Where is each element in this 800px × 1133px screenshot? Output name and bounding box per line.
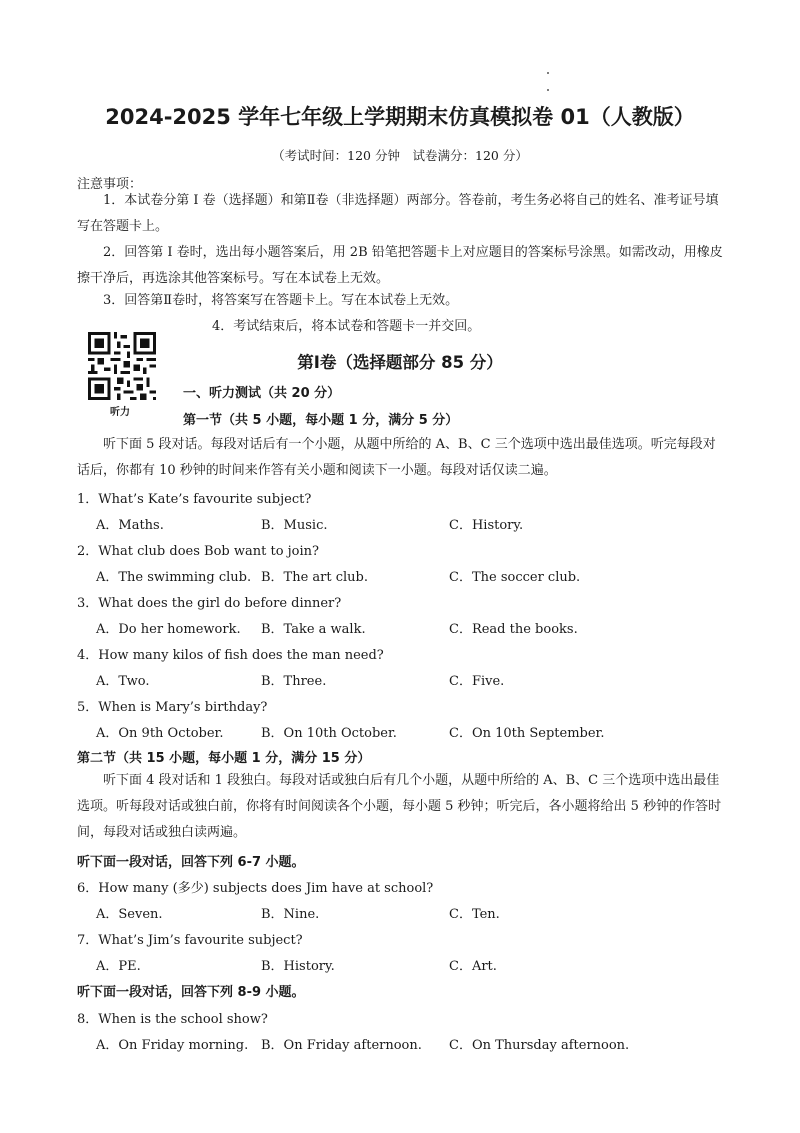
exam-title: 2024-2025 学年七年级上学期期末仿真模拟卷 01（人教版） [105,105,695,129]
question-1-option-b: B．Music. [261,518,328,533]
question-8: 8．When is the school show? [77,1012,268,1027]
qr-label: 听力 [110,407,130,418]
group-2-heading: 听下面一段对话，回答下列 8-9 小题。 [77,985,305,1000]
question-3: 3．What does the girl do before dinner? [77,596,342,611]
note-item-2: 2．回答第 I 卷时，选出每小题答案后，用 2B 铅笔把答题卡上对应题目的答案标号涂黑。如需改动，用橡皮擦干净后，再选涂其他答案标号。写在本试卷上无效。 [77,245,723,286]
note-item-4: 4．考试结束后，将本试卷和答题卡一并交回。 [212,319,481,334]
question-5: 5．When is Mary’s birthday? [77,700,268,715]
exam-subtitle: （考试时间：120 分钟 试卷满分：120 分） [272,148,528,163]
question-6: 6．How many (多少) subjects does Jim have at school? [77,881,434,896]
question-6-option-b: B．Nine. [261,907,320,922]
question-2-option-a: A．The swimming club. [96,570,252,585]
question-1: 1．What’s Kate’s favourite subject? [77,492,312,507]
question-4-option-a: A．Two. [96,674,150,689]
group-1-heading: 听下面一段对话，回答下列 6-7 小题。 [77,855,305,870]
subsection-2-heading: 第二节（共 15 小题，每小题 1 分，满分 15 分） [77,751,371,766]
question-3-option-b: B．Take a walk. [261,622,366,637]
subsection-1-heading: 第一节（共 5 小题，每小题 1 分，满分 5 分） [183,413,459,428]
question-8-option-c: C．On Thursday afternoon. [449,1038,630,1053]
note-item-3: 3．回答第Ⅱ卷时，将答案写在答题卡上。写在本试卷上无效。 [103,293,459,308]
question-6-option-a: A．Seven. [96,907,163,922]
question-5-option-a: A．On 9th October. [96,726,224,741]
question-6-option-c: C．Ten. [449,907,500,922]
question-2: 2．What club does Bob want to join? [77,544,320,559]
question-7-option-a: A．PE. [96,959,141,974]
question-2-option-b: B．The art club. [261,570,369,585]
question-3-option-c: C．Read the books. [449,622,578,637]
question-3-option-a: A．Do her homework. [96,622,241,637]
decorative-dots [545,70,551,94]
notes-heading: 注意事项： [77,177,143,192]
question-7: 7．What’s Jim’s favourite subject? [77,933,303,948]
question-1-option-c: C．History. [449,518,524,533]
question-2-option-c: C．The soccer club. [449,570,581,585]
question-8-option-a: A．On Friday morning. [96,1038,249,1053]
subsection-1-instructions: 听下面 5 段对话。每段对话后有一个小题，从题中所给的 A、B、C 三个选项中选出最佳选项。听完每段对话后，你都有 10 秒钟的时间来作答有关小题和阅读下一小题。每段对话仅读二遍。 [77,437,716,478]
section-heading: 第Ⅰ卷（选择题部分 85 分） [297,353,503,372]
question-5-option-b: B．On 10th October. [261,726,397,741]
note-item-1: 1．本试卷分第 I 卷（选择题）和第Ⅱ卷（非选择题）两部分。答卷前，考生务必将自己的姓名、准考证号填写在答题卡上。 [77,193,719,234]
question-7-option-b: B．History. [261,959,335,974]
question-5-option-c: C．On 10th September. [449,726,605,741]
question-4: 4．How many kilos of fish does the man need? [77,648,384,663]
subsection-2-instructions: 听下面 4 段对话和 1 段独白。每段对话或独白后有几个小题，从题中所给的 A、B、C 三个选项中选出最佳选项。听每段对话或独白前，你将有时间阅读各个小题，每小题 5 秒钟；听完后，各小题将给出 5 秒钟的作答时间，每段对话或独白读两遍。 [77,773,722,840]
question-4-option-c: C．Five. [449,674,505,689]
part-heading: 一、听力测试（共 20 分） [183,386,341,401]
question-8-option-b: B．On Friday afternoon. [261,1038,422,1053]
question-4-option-b: B．Three. [261,674,327,689]
question-1-option-a: A．Maths. [96,518,164,533]
question-7-option-c: C．Art. [449,959,497,974]
